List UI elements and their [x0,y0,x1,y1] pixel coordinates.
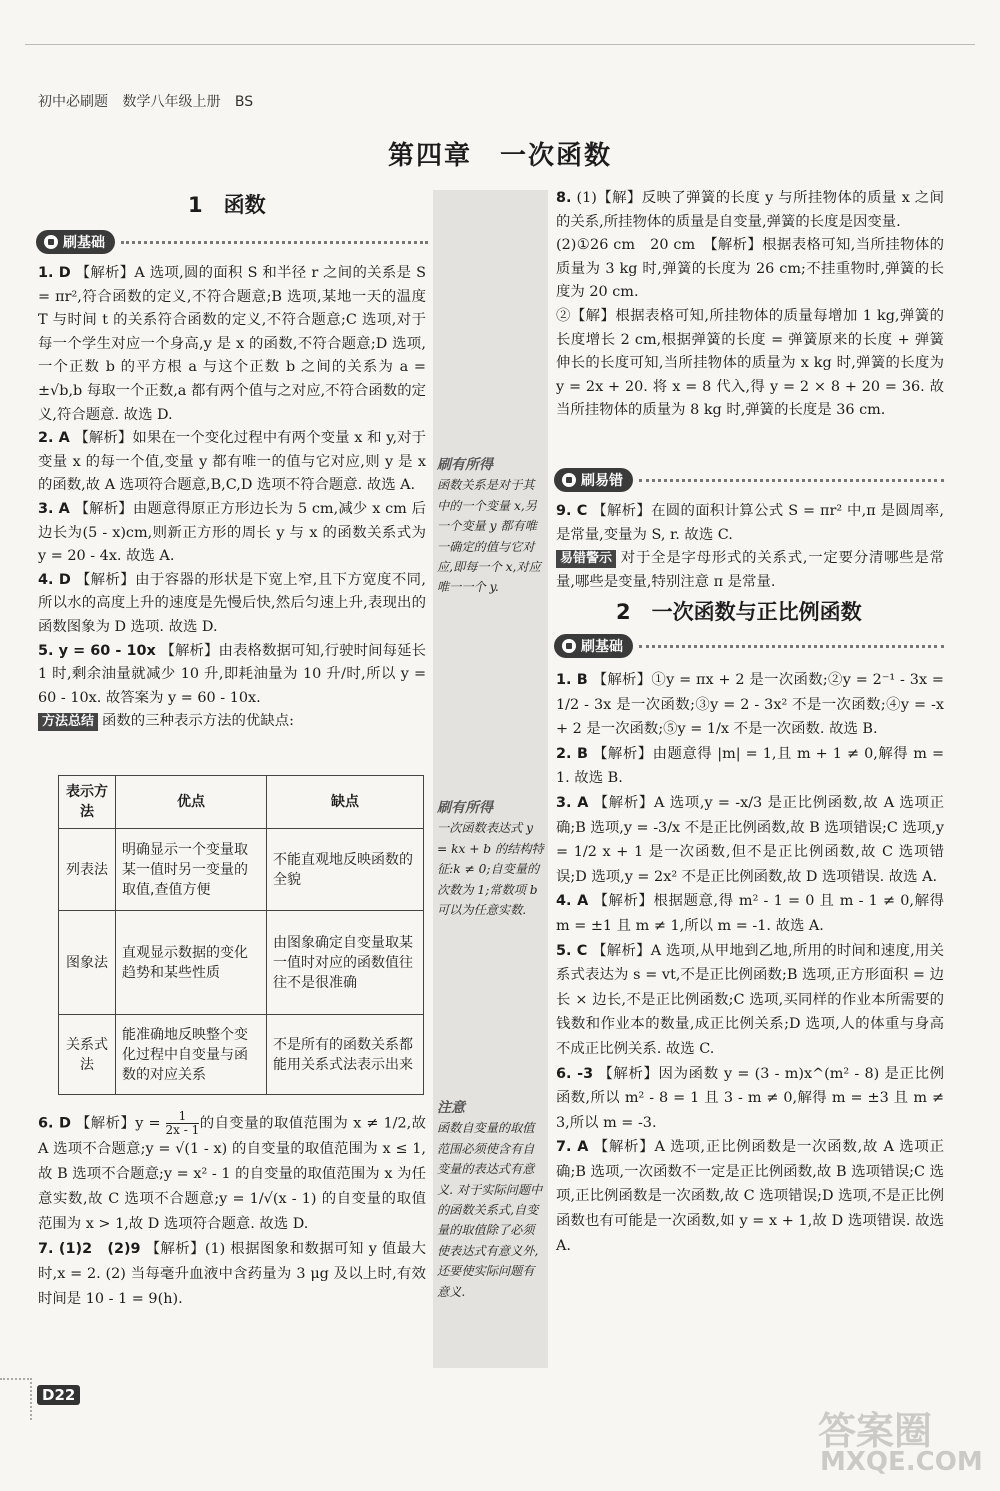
table-header-row [59,776,424,829]
answer-7: 7. (1)2 (2)9 【解析】(1) 根据图象和数据可知 y 值最大时,x = 2. (2) 当每毫升血液中含药量为 3 μg 及以上时,有效时间是 10 - 1 = 9(h). [38,1241,426,1307]
s2-answer-1: 1. B 【解析】①y = πx + 2 是一次函数;②y = 2⁻¹ - 3x = 1/2 - 3x 是一次函数;③y = 2 - 3x² 不是一次函数;④y = -x + 2 是一次函数;⑤y = 1/x 不是一次函数. 故选 B. [556,672,944,738]
section-2-title: 2 一次函数与正比例函数 [616,600,862,624]
answer-3: 3. A 【解析】由题意得原正方形边长为 5 cm,减少 x cm 后边长为(5 - x)cm,则新正方形的周长 y 与 x 的函数关系式为 y = 20 - 4x. 故选 A. [38,500,426,565]
answer-2: 2. A 【解析】如果在一个变化过程中有两个变量 x 和 y,对于变量 x 的每一个值,变量 y 都有唯一的值与它对应,则 y 是 x 的函数,故 A 选项符合题意,B,C,D 选项不符合题意. 故选 A. [38,430,426,494]
error-badge: 刷易错 [554,467,944,493]
corner-mark [0,1378,32,1420]
s2-answer-7: 7. A 【解析】A 选项,正比例函数是一次函数,故 A 选项正确;B 选项,一次函数不一定是正比例函数,故 B 选项错误;C 选项,正比例函数是一次函数,故 C 选项错误;D 选项,不是正比例函数也有可能是一次函数,如 y = x + 1,故 D 选项错误. 故选 A. [556,1139,944,1254]
note-3-text: 函数自变量的取值范围必须使含有自变量的表达式有意义. 对于实际问题中的函数关系式,自变量的取值除了必须使表达式有意义外,还要使实际问题有意义. [437,1121,543,1299]
method-summary: 方法总结 函数的三种表示方法的优缺点: [38,710,426,734]
table-header: 缺点 [267,776,424,829]
answer-6: 6. D 【解析】y = $\frac{1}{2x - 1}$ 的自变量的取值范围为 x ≠ 1/2,故 A 选项不合题意;y = √(1 - x) 的自变量的取值范围为 x ≤ 1,故 B 选项不合题意;y = x² - 1 的自变量的取值范围为 x 为任意实数,故 C 选项不合题意;y = 1/√(x - 1) 的自变量的取值范围为 x > 1,故 D 选项符合题意. 故选 D. [38,1109,427,1232]
watermark-url: MXQE.COM [820,1447,983,1477]
s2-answer-5: 5. C 【解析】A 选项,从甲地到乙地,所用的时间和速度,用关系式表达为 s = vt,不是正比例函数;B 选项,正方形面积 = 边长 × 边长,不是正比例函数;C 选项,买同样的作业本所需要的钱数和作业本的数量,成正比例关系;D 选项,人的体重与身高不成正比例关系. 故选 C. [556,942,944,1057]
note-2 [437,798,545,920]
answer-9: 9. C 【解析】在圆的面积计算公式 S = πr² 中,π 是圆周率,是常量,变量为 S, r. 故选 C. [556,503,944,543]
answer-8-part3: ②【解】根据表格可知,所挂物体的质量每增加 1 kg,弹簧的长度增长 2 cm,根据弹簧的长度 = 弹簧原来的长度 + 弹簧伸长的长度可知,当所挂物体的质量为 x kg 时,弹簧的长度为 y = 2x + 20. 将 x = 8 代入,得 y = 2 × 8 + 20 = 36. 故当所挂物体的质量为 8 kg 时,弹簧的长度是 36 cm. [556,307,944,419]
answer-8-part2: (2)①26 cm 20 cm 【解析】根据表格可知,当所挂物体的质量为 3 kg 时,弹簧的长度为 26 cm;不挂重物时,弹簧的长度为 20 cm. [556,237,944,301]
edition: BS [234,94,254,110]
basic-badge-1: 刷基础 [36,229,428,255]
brush-icon [562,639,576,653]
answer-4: 4. D 【解析】由于容器的形状是下宽上窄,且下方宽度不同,所以水的高度上升的速度是先慢后快,然后匀速上升,表现出的函数图象为 D 选项. 故选 D. [38,571,427,635]
section-1-title: 1 函数 [188,193,266,217]
table-row: 列表法 明确显示一个变量取某一值时另一变量的取值,查值方便 不能直观地反映函数的全貌 [59,829,424,911]
note-3-title: 注意 [437,1100,465,1116]
note-1-title: 刷有所得 [437,457,493,473]
s2-answer-6: 6. -3 【解析】因为函数 y = (3 - m)x^(m² - 8) 是正比例函数,所以 m² - 8 = 1 且 3 - m ≠ 0,解得 m = ±3 且 m ≠ 3,所以 m = -3. [556,1065,945,1131]
table-header: 表示方法 [59,776,116,829]
right-column-error [556,500,944,594]
answer-1: 1. D 【解析】A 选项,圆的面积 S 和半径 r 之间的关系是 S = πr²,符合函数的定义,不符合题意;B 选项,某地一天的温度 T 与时间 t 的关系符合函数的定义,不符合题意;C 选项,对于每一个学生对应一个身高,y 是 x 的函数,不符合题意;D 选项,一个正数 b 的平方根 a 与这个正数 b 之间的关系为 a = ±√b,b 每取一个正数,a 都有两个值与之对应,不符合函数的定义,符合题意. 故选 D. [38,265,427,423]
note-1 [437,455,545,598]
left-column [38,262,426,734]
basic-badge-2: 刷基础 [554,633,944,659]
brush-icon [562,473,576,487]
table-header: 优点 [116,776,267,829]
note-2-title: 刷有所得 [437,800,493,816]
s2-answer-2: 2. B 【解析】由题意得 |m| = 1,且 m + 1 ≠ 0,解得 m = 1. 故选 B. [556,745,944,787]
answer-8: 8. (1)【解】反映了弹簧的长度 y 与所挂物体的质量 x 之间的关系,所挂物体的质量是自变量,弹簧的长度是因变量. [556,190,944,230]
page-number: D22 [37,1385,80,1405]
warning: 易错警示 对于全是字母形式的关系式,一定要分清哪些是常量,哪些是变量,特别注意 π 是常量. [556,550,944,590]
subject-name: 数学八年级上册 [122,94,221,110]
methods-table [58,775,424,1095]
table-row: 图象法 直观显示数据的变化趋势和某些性质 由图象确定自变量取某一值时对应的函数值往往不是很准确 [59,911,424,1015]
s2-answer-4: 4. A 【解析】根据题意,得 m² - 1 = 0 且 m - 1 ≠ 0,解得 m = ±1 且 m ≠ 1,所以 m = -1. 故选 A. [556,893,944,934]
left-column-lower [38,1110,426,1312]
watermark-logo: 答案圈 [818,1409,933,1453]
answer-5: 5. y = 60 - 10x 【解析】由表格数据可知,行驶时间每延长 1 时,剩余油量就减少 10 升,即耗油量为 10 升/时,所以 y = 60 - 10x. 故答案为 y = 60 - 10x. [38,642,427,706]
chapter-title: 第四章 一次函数 [387,141,612,171]
table-row: 关系式法 能准确地反映整个变化过程中自变量与函数的对应关系 不是所有的函数关系都能用关系式法表示出来 [59,1015,424,1095]
top-rule [25,44,975,45]
s2-answer-3: 3. A 【解析】A 选项,y = -x/3 是正比例函数,故 A 选项正确;B 选项,y = -3/x 不是正比例函数,故 B 选项错误;C 选项,y = 1/2 x + 1 是一次函数,但不是正比例函数,故 C 选项错误;D 选项,y = 2x² 不是正比例函数,故 D 选项错误. 故选 A. [556,794,944,885]
note-1-text: 函数关系是对于其中的一个变量 x,另一个变量 y 都有唯一确定的值与它对应,即每一个 x,对应唯一一个 y. [437,478,541,595]
right-column-upper [556,187,944,423]
brush-icon [44,235,58,249]
book-name: 初中必刷题 [38,94,108,110]
running-header [38,91,263,111]
right-column-lower [556,668,944,1258]
note-2-text: 一次函数表达式 y = kx + b 的结构特征:k ≠ 0;自变量的次数为 1;常数项 b 可以为任意实数. [437,821,544,918]
note-3 [437,1098,545,1302]
